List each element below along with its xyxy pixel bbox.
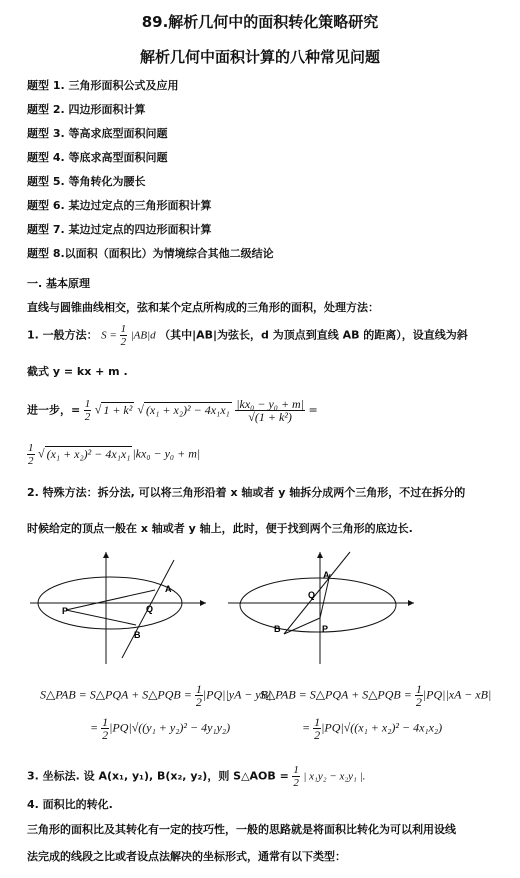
method1-line: 1. 一般方法： S = $\frac{1}{2}$ |AB|d （其中|AB|为弦长，d 为顶点到直线 AB 的距离），设直线为斜 (27, 323, 468, 348)
type-item: 题型 3. 等高求底型面积问题 (27, 127, 168, 140)
method2-line1: 2. 特殊方法：拆分法, 可以将三角形沿着 x 轴或者 y 轴拆分成两个三角形，不过在拆分的 (27, 486, 466, 499)
point-label: Q (308, 590, 316, 600)
type-item: 题型 5. 等角转化为腰长 (27, 175, 146, 188)
point-label: P (322, 624, 329, 634)
type-item: 题型 1. 三角形面积公式及应用 (27, 79, 179, 92)
method3-line: 3. 坐标法. 设 A(x₁, y₁), B(x₂, y₂)，则 S△AOB = $\frac{1}{2}$ | x₁y₂ − x₂y₁ |. (27, 764, 366, 789)
method4-line2: 法完成的线段之比或者设点法解决的坐标形式，通常有以下类型： (27, 850, 346, 863)
type-item: 题型 2. 四边形面积计算 (27, 103, 146, 116)
method1-label: 1. 一般方法： (27, 328, 98, 342)
type-item: 题型 7. 某边过定点的四边形面积计算 (27, 223, 212, 236)
formula-right-2: = $\frac{1}{2}$ |PQ|√((x₁ + x₂)² − 4x₁x₂) (302, 715, 443, 742)
figure-left (28, 548, 208, 666)
point-label: Q (146, 604, 154, 614)
intro-text: 直线与圆锥曲线相交，弦和某个定点所构成的三角形的面积，处理方法： (27, 301, 379, 314)
method1-note: （其中|AB|为弦长，d 为顶点到直线 AB 的距离），设直线为斜 (159, 328, 468, 342)
type-item: 题型 8.以面积（面积比）为情境综合其他二级结论 (27, 247, 274, 260)
figure-right (226, 548, 416, 666)
formula-left-1: S△PAB = S△PQA + S△PQB = $\frac{1}{2}$ |PQ||yA − yB| (40, 682, 272, 709)
point-label: B (134, 630, 141, 640)
method1-formula: S = (101, 329, 120, 342)
further-formula-2: $\frac{1}{2}$ √ (x₁ + x₂)² − 4x₁x₁ |kx₀ − y₀ + m| (28, 442, 201, 467)
method1-line2: 截式 y = kx + m . (27, 365, 128, 378)
formula-left-2: = $\frac{1}{2}$ |PQ|√((y₁ + y₂)² − 4y₁y₂) (90, 715, 231, 742)
point-label: B (274, 624, 281, 634)
formula-right-1: S△PAB = S△PQA + S△PQB = $\frac{1}{2}$ |PQ||xA − xB| (260, 682, 492, 709)
section-heading: 一. 基本原理 (27, 277, 91, 290)
half-fraction: $\frac{1}{2}$ (120, 323, 127, 348)
point-label: A (165, 584, 172, 594)
point-label: A (323, 570, 330, 580)
method2-line2: 时候给定的顶点一般在 x 轴或者 y 轴上，此时，便于找到两个三角形的底边长. (27, 522, 413, 535)
type-item: 题型 6. 某边过定点的三角形面积计算 (27, 199, 212, 212)
method4-line1: 三角形的面积比及其转化有一定的技巧性，一般的思路就是将面积比转化为可以利用设线 (27, 823, 456, 836)
method4-heading: 4. 面积比的转化. (27, 798, 113, 811)
type-item: 题型 4. 等底求高型面积问题 (27, 151, 168, 164)
point-label: P (62, 606, 69, 616)
further-formula: 进一步，= $\frac{1}{2}$ √ 1 + k² √ (x₁ + x₂)² − 4x₁x₁ $\frac{\text{|kx₀ − y₀ + m|}}{\text{√(1 + k²)}}$ = (27, 397, 318, 424)
page-title: 89.解析几何中的面积转化策略研究 (141, 13, 379, 31)
page-subtitle: 解析几何中面积计算的八种常见问题 (139, 48, 380, 66)
